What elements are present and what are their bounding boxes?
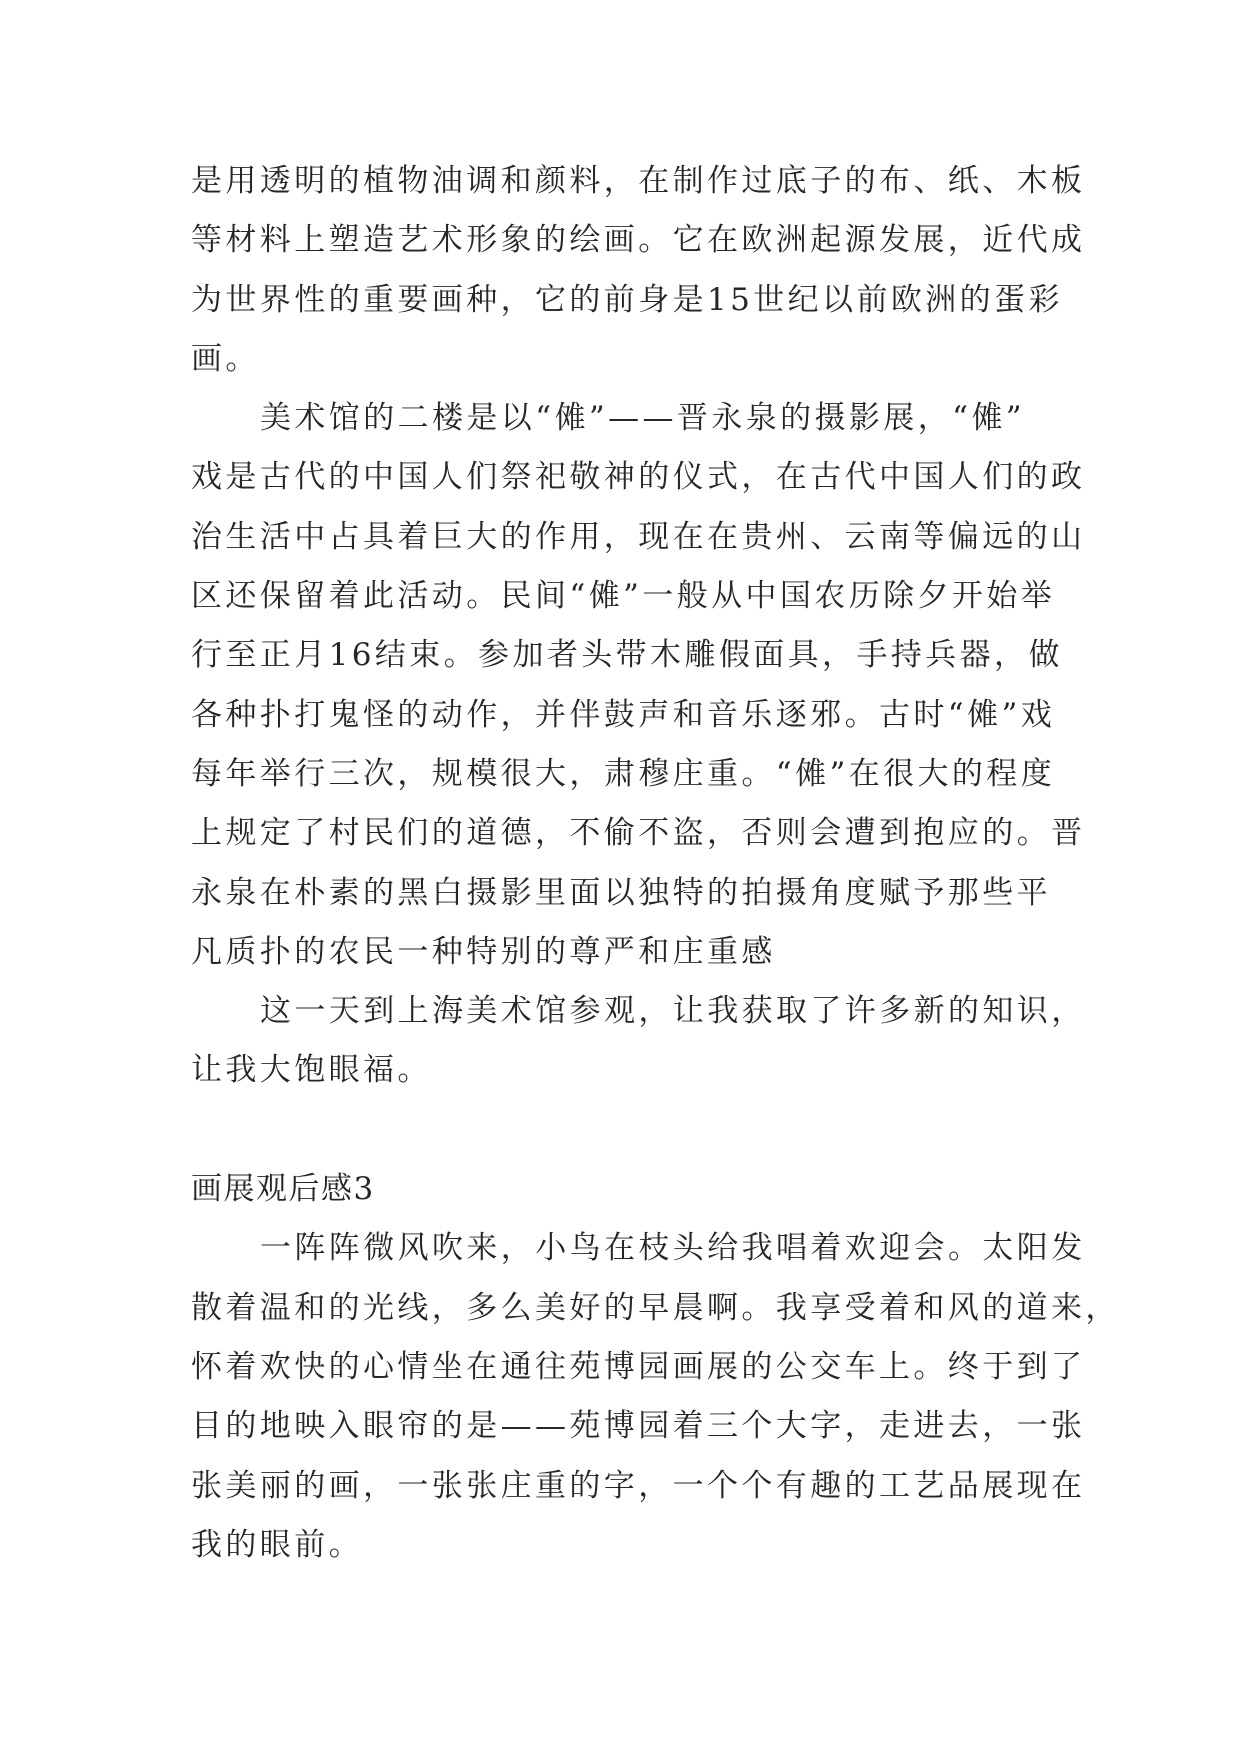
text-line: 行至正月16结束。参加者头带木雕假面具，手持兵器，做 <box>191 637 1063 674</box>
text-line: 我的眼前。 <box>191 1526 363 1563</box>
text-line: 等材料上塑造艺术形象的绘画。它在欧洲起源发展，近代成 <box>191 222 1086 259</box>
text-line: 永泉在朴素的黑白摄影里面以独特的拍摄角度赋予那些平 <box>191 874 1051 911</box>
blank-line <box>191 1101 1061 1160</box>
text-line: 治生活中占具着巨大的作用，现在在贵州、云南等偏远的山 <box>191 518 1086 555</box>
paragraph-conclusion <box>191 982 1086 1101</box>
text-line: 戏是古代的中国人们祭祀敬神的仪式，在古代中国人们的政 <box>191 459 1086 496</box>
text-line: 让我大饱眼福。 <box>191 1052 432 1089</box>
text-line: 美术馆的二楼是以“傩”——晋永泉的摄影展，“傩” <box>260 400 1025 437</box>
text-line: 是用透明的植物油调和颜料，在制作过底子的布、纸、木板 <box>191 163 1086 199</box>
text-line: 凡质扑的农民一种特别的尊严和庄重感 <box>191 933 776 970</box>
text-line: 画。 <box>191 340 260 377</box>
text-line: 怀着欢快的心情坐在通往苑博园画展的公交车上。终于到了 <box>191 1348 1086 1385</box>
paragraph-oil-painting <box>191 152 1086 389</box>
text-line: 散着温和的光线，多么美好的早晨啊。我享受着和风的道来， <box>191 1289 1120 1326</box>
text-line: 一阵阵微风吹来，小鸟在枝头给我唱着欢迎会。太阳发 <box>260 1230 1086 1267</box>
document-page <box>191 152 1120 1575</box>
section-title: 画展观后感3 <box>191 1171 375 1208</box>
text-line: 为世界性的重要画种，它的前身是15世纪以前欧洲的蛋彩 <box>191 281 1063 318</box>
text-line: 这一天到上海美术馆参观，让我获取了许多新的知识， <box>260 993 1086 1030</box>
text-line: 各种扑打鬼怪的动作，并伴鼓声和音乐逐邪。古时“傩”戏 <box>191 696 1056 733</box>
text-line: 每年举行三次，规模很大，肃穆庄重。“傩”在很大的程度 <box>191 755 1056 792</box>
text-line: 张美丽的画，一张张庄重的字，一个个有趣的工艺品展现在 <box>191 1467 1086 1504</box>
text-line: 目的地映入眼帘的是——苑博园着三个大字，走进去，一张 <box>191 1408 1086 1445</box>
text-line: 上规定了村民们的道德，不偷不盗，否则会遭到抱应的。晋 <box>191 815 1086 852</box>
paragraph-exhibition-visit <box>191 1219 1120 1575</box>
text-line: 区还保留着此活动。民间“傩”一般从中国农历除夕开始举 <box>191 578 1056 615</box>
paragraph-nuo-exhibition <box>191 389 1086 982</box>
